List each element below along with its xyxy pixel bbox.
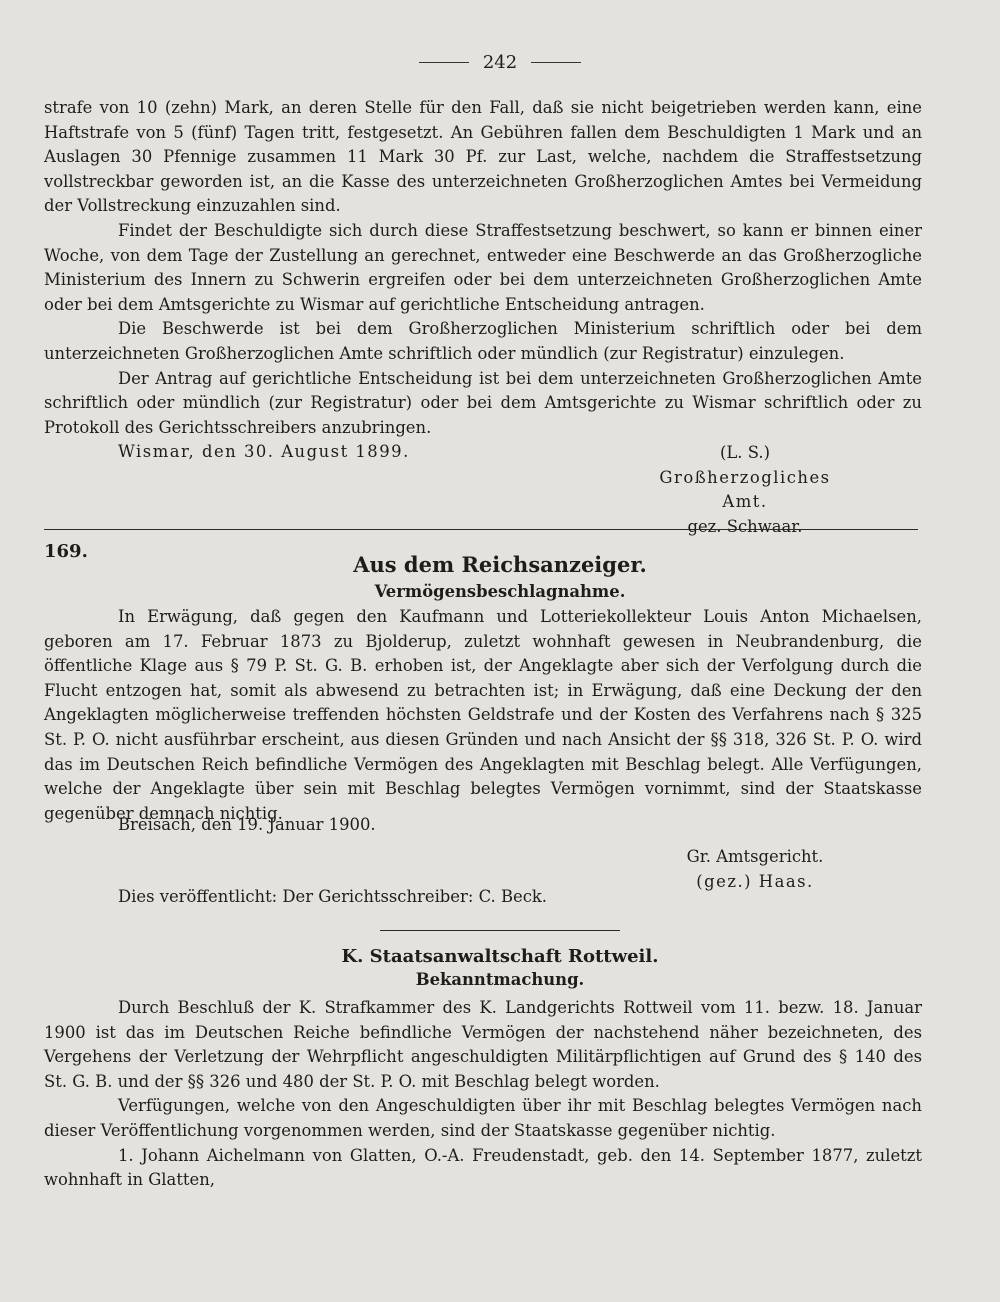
paragraph: Verfügungen, welche von den Angeschuldigten über ihr mit Beschlag belegtes Vermögen nach dieser Veröffentlichung vorgenommen werden, sind der Staatskasse gegenüber nichtig. <box>44 1096 922 1140</box>
continued-notice <box>44 96 922 465</box>
place-date-block <box>44 813 922 838</box>
place-date: Breisach, den 19. Januar 1900. <box>118 815 376 834</box>
paragraph: Die Beschwerde ist bei dem Großherzoglichen Ministerium schriftlich oder bei dem unterzeichneten Großherzoglichen Amte schriftlich oder mündlich (zur Registratur) einzulegen. <box>44 319 922 363</box>
paragraph: In Erwägung, daß gegen den Kaufmann und Lotteriekollekteur Louis Anton Michaelsen, geboren am 17. Februar 1873 zu Bjolderup, zuletzt wohnhaft gewesen in Neubrandenburg, die öffentliche Klage aus § 79 P. St. G. B. erhoben ist, der Angeklagte aber sich der Verfolgung durch die Flucht entzogen hat, somit als abwesend zu betrachten ist; in Erwägung, daß eine Deckung der den Angeklagten möglicherweise treffenden höchsten Geldstrafe und der Kosten des Verfahrens nach § 325 St. P. O. nicht ausführbar erscheint, aus diesen Gründen und nach Ansicht der §§ 318, 326 St. P. O. wird das im Deutschen Reich befindliche Vermögen des Angeklagten mit Beschlag belegt. Alle Verfügungen, welche der Angeklagte über sein mit Beschlag belegtes Vermögen vornimmt, sind der Staatskasse gegenüber demnach nichtig. <box>44 607 922 823</box>
list-item: 1. Johann Aichelmann von Glatten, O.-A. Freudenstadt, geb. den 14. September 1877, zuletzt wohnhaft in Glatten, <box>44 1145 922 1190</box>
court: Gr. Amtsgericht. <box>686 847 824 866</box>
section-divider <box>44 529 918 530</box>
section-subtitle: Bekanntmachung. <box>415 970 585 989</box>
section-title: K. Staatsanwaltschaft Rottweil. <box>341 946 659 967</box>
page-header <box>0 52 1000 73</box>
signatory: gez. Schwaar. <box>687 516 803 536</box>
paragraph: Durch Beschluß der K. Strafkammer des K. Landgerichts Rottweil vom 11. bezw. 18. Januar 1900 ist das im Deutschen Reiche befindliche Vermögen der nachstehend näher bezeichneten, des Vergehens der Verletzung der Wehrpflicht angeschuldigten Militärpflichtigen auf Grund des § 140 des St. G. B. und der §§ 326 und 480 der St. P. O. mit Beschlag belegt worden. <box>44 998 922 1091</box>
authority: Großherzogliches Amt. <box>659 467 831 512</box>
paragraph: Findet der Beschuldigte sich durch diese Straffestsetzung beschwert, so kann er binnen einer Woche, von dem Tage der Zustellung an gerechnet, entweder eine Beschwerde an das Großherzogliche Ministerium des Innern zu Schwerin ergreifen oder bei dem unterzeichneten Großherzoglichen Amte oder bei dem Amtsgerichte zu Wismar auf gerichtliche Entscheidung antragen. <box>44 220 922 314</box>
paragraph: Der Antrag auf gerichtliche Entscheidung ist bei dem unterzeichneten Großherzoglichen Amte schriftlich oder mündlich (zur Registratur) oder bei dem Amtsgerichte zu Wismar schriftlich oder zu Protokoll des Gerichtsschreibers anzubringen. <box>44 368 922 437</box>
short-divider <box>380 930 620 931</box>
publication-note <box>44 885 922 910</box>
signatory: (gez.) Haas. <box>696 871 814 891</box>
page-number: 242 <box>482 52 518 73</box>
section-title: Aus dem Reichsanzeiger. <box>353 552 647 577</box>
section-169-body <box>44 605 922 826</box>
place-date: Wismar, den 30. August 1899. <box>118 442 410 462</box>
section-subtitle: Vermögensbeschlagnahme. <box>374 582 626 601</box>
paragraph: strafe von 10 (zehn) Mark, an deren Stelle für den Fall, daß sie nicht beigetrieben werden kann, eine Haftstrafe von 5 (fünf) Tagen tritt, festgesetzt. An Gebühren fallen dem Beschuldigten 1 Mark und an Auslagen 30 Pfennige zusammen 11 Mark 30 Pf. zur Last, welche, nachdem die Straffestsetzung vollstreckbar geworden ist, an die Kasse des unterzeichneten Großherzoglichen Amtes bei Vermeidung der Vollstreckung einzuzahlen sind. <box>44 98 922 216</box>
header-rule-left <box>419 62 469 63</box>
header-rule-right <box>531 62 581 63</box>
section-number: 169. <box>44 541 88 562</box>
published-by: Dies veröffentlicht: Der Gerichtsschreiber: C. Beck. <box>118 887 548 906</box>
signature-block <box>640 441 850 539</box>
rottweil-body <box>44 996 922 1193</box>
seal: (L. S.) <box>720 443 770 462</box>
